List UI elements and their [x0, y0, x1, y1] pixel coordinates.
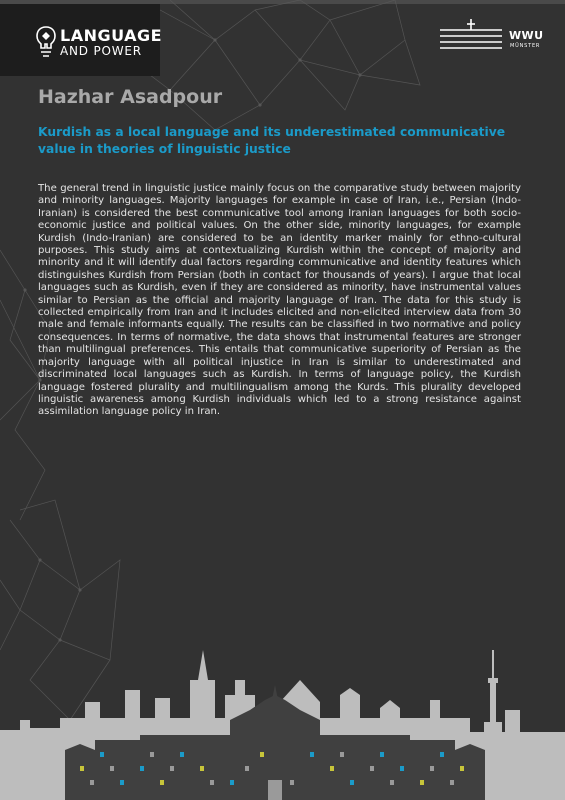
wwu-name: WWU — [509, 29, 544, 42]
muenster-skyline — [0, 640, 565, 800]
language-and-power-logo — [0, 4, 163, 76]
abstract-text: The general trend in linguistic justice mainly focus on the comparative study between majority and minority languages. Majority languages for example in case of Iran, i.e., Persian (Indo-Iranian) is considered the best communicative tool among Iranian languages for both socio-economic justice and political values. On the other side, minority languages, for example Kurdish (Indo-Iranian) are considered to be an identity marker mainly for ethno-cultural purposes. This study aims at contextualizing Kurdish within the concept of majority and minority and it will identify dual factors regarding communicative and identity features which distinguishes Kurdish from Persian (both in contact for thousands of years). I argue that local languages such as Kurdish, even if they are considered as minority, have instrumental values similar to Persian as the official and majority language of Iran. The data for this study is collected empirically from Iran and it includes elicited and non-elicited interview data from 30 male and female informants equally. The results can be classified in two normative and policy consequences. In terms of normative, the data shows that instrumental features are stronger than multilingual preferences. This entails that communicative superiority of Persian as the majority language with all political injustice in Iran is similar to underestimated and discriminated local languages such as Kurdish. In terms of language policy, the Kurdish language fostered plurality and multilingualism among the Kurds. This plurality developed linguistic awareness among Kurdish individuals which led to a strong resistance against assimilation language policy in Iran. — [38, 183, 521, 418]
head-silhouette-icon — [36, 26, 56, 60]
wwu-city: MÜNSTER — [510, 43, 541, 49]
author-name: Hazhar Asadpour — [38, 86, 223, 108]
logo-text-line2: AND POWER — [60, 44, 142, 58]
talk-title: Kurdish as a local language and its underestimated communicative value in theories of linguistic justice — [38, 125, 506, 156]
logo-text-line1: LANGUAGE — [60, 26, 163, 45]
wwu-building-icon — [438, 18, 504, 52]
